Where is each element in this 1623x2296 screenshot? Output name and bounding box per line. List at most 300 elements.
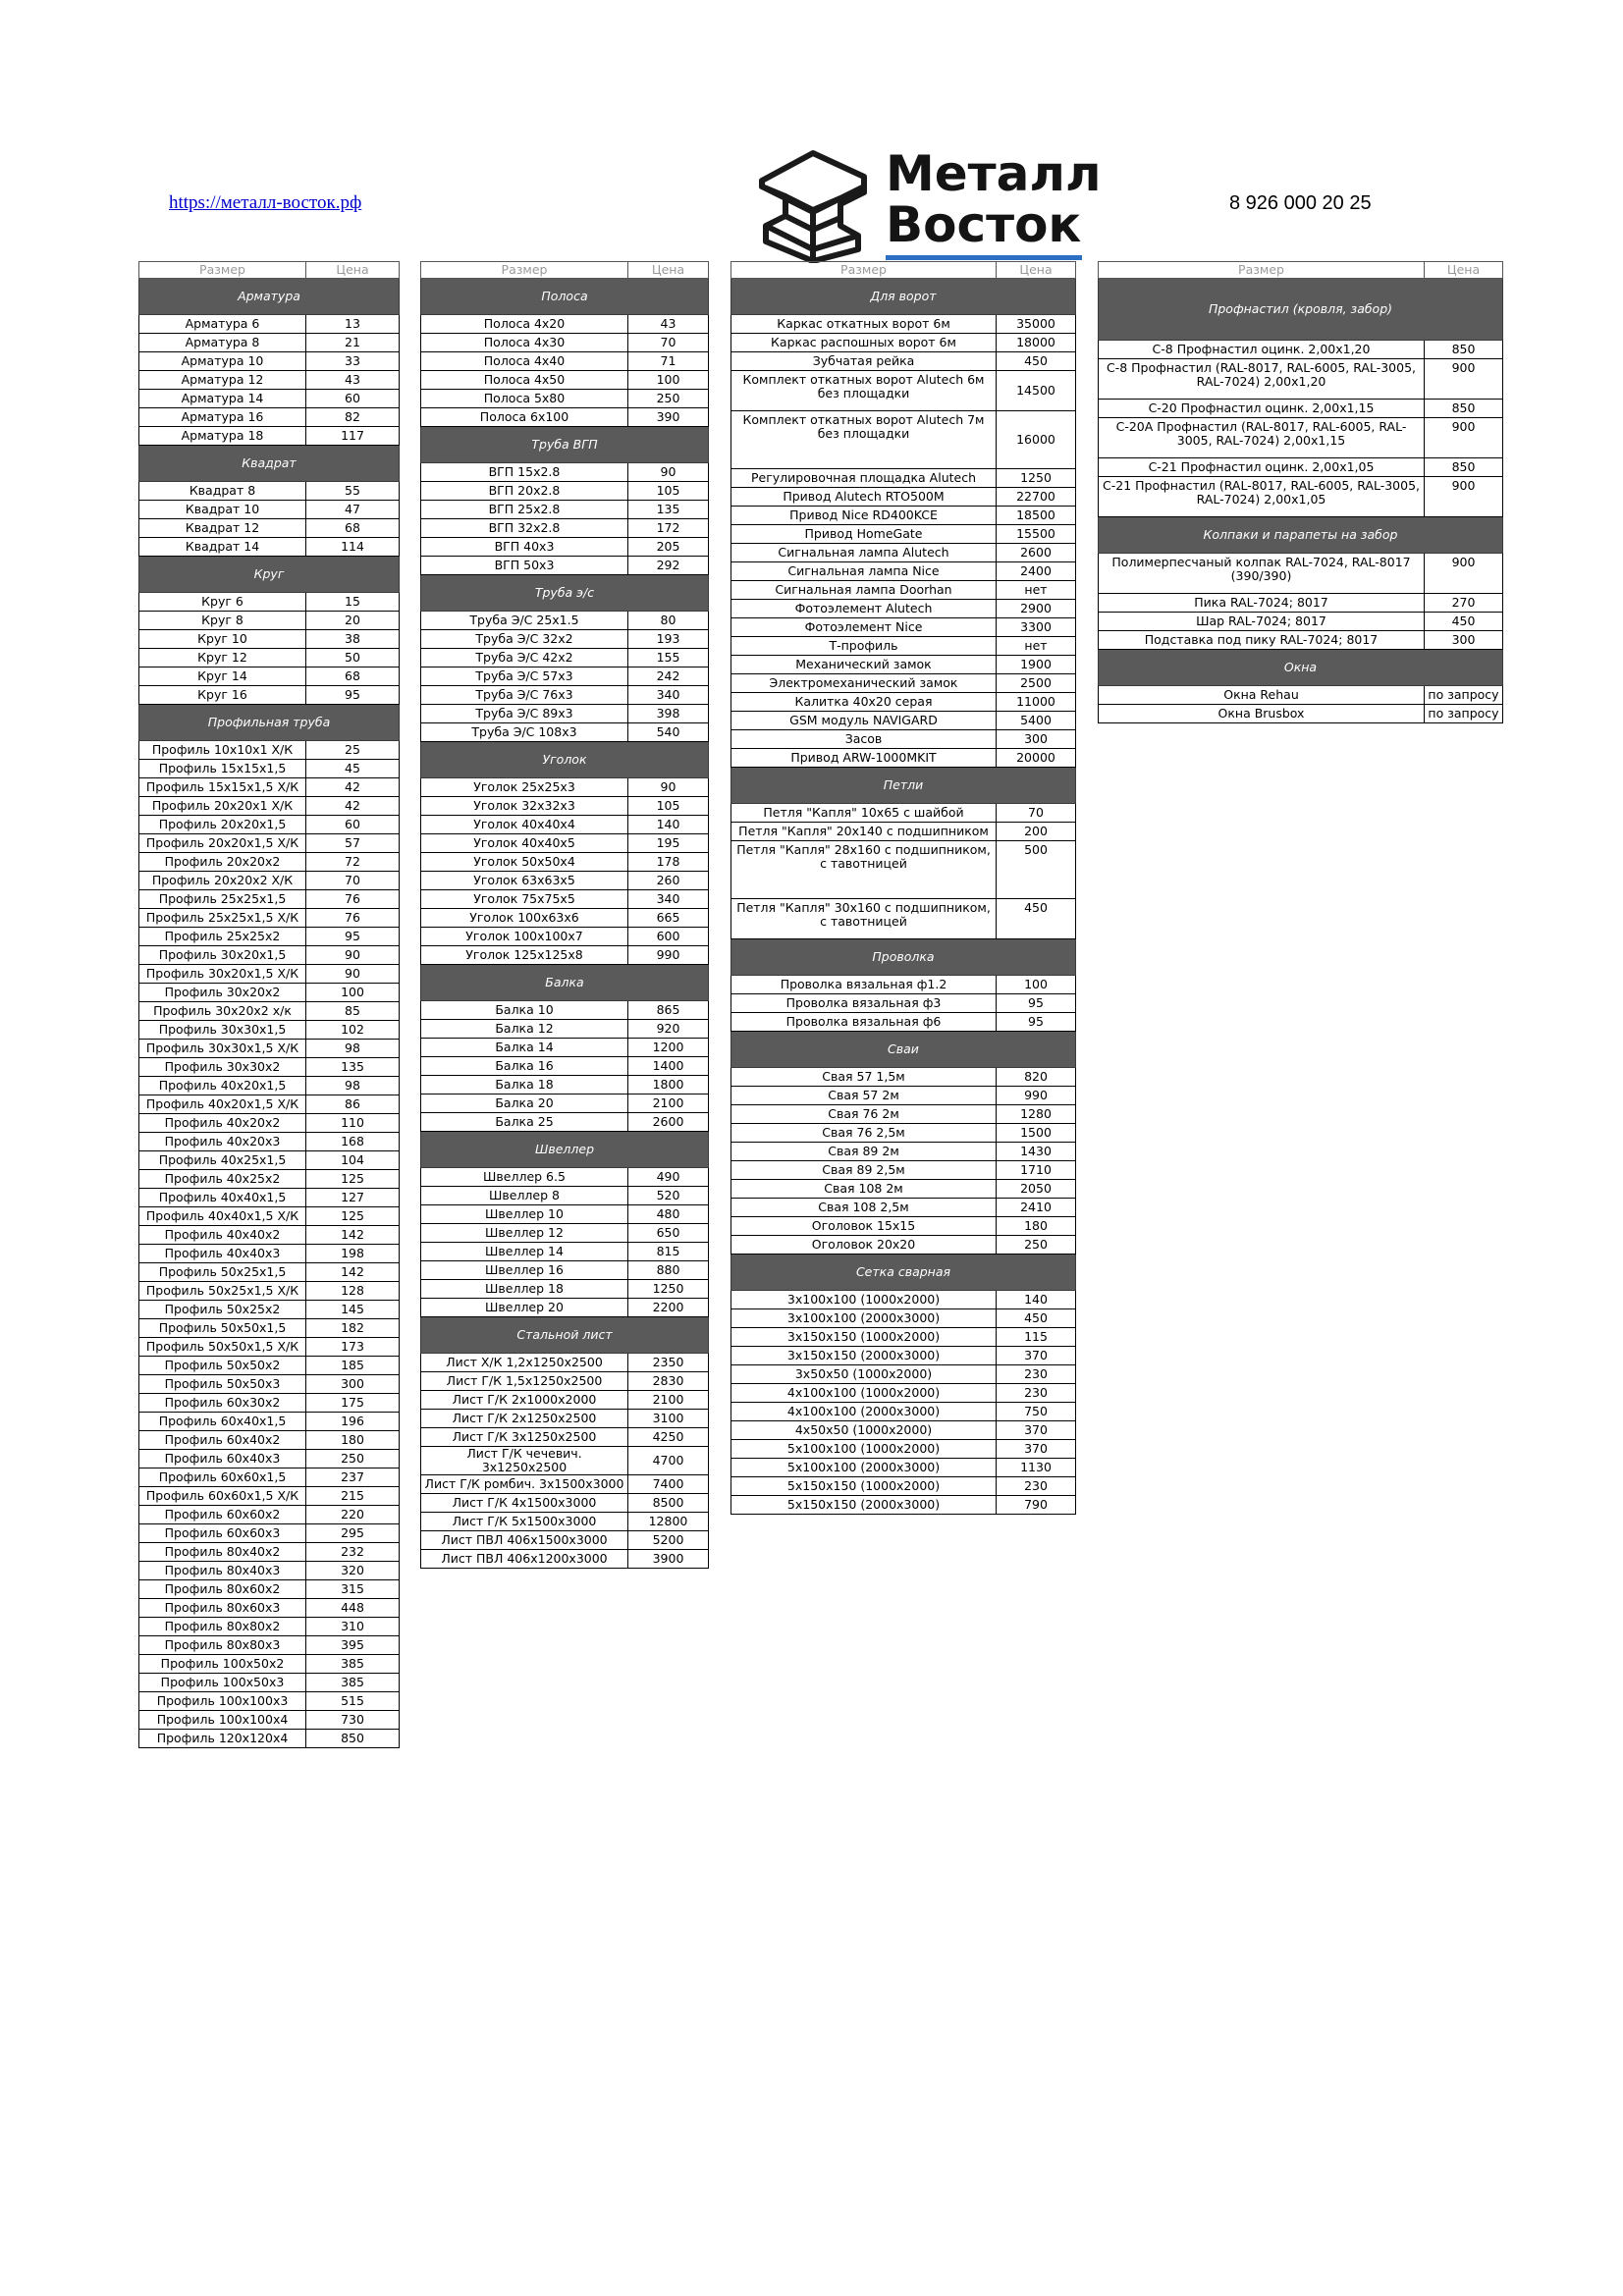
product-name-cell: Лист Г/К чечевич. 3х1250х2500 [421, 1447, 628, 1475]
product-name-cell: 5х150х150 (2000х3000) [731, 1496, 997, 1515]
price-cell: 182 [306, 1319, 400, 1338]
section-header-row [731, 1255, 1076, 1291]
product-name-cell: Комплект откатных ворот Alutech 7м без площадки [731, 411, 997, 469]
price-cell: 115 [997, 1328, 1076, 1347]
product-name-cell: Швеллер 10 [421, 1205, 628, 1224]
product-name-cell: Фотоэлемент Alutech [731, 600, 997, 618]
table-row [421, 1550, 709, 1569]
product-name-cell: 4х50х50 (1000х2000) [731, 1421, 997, 1440]
table-row [731, 841, 1076, 899]
product-name-cell: Профиль 100х100х3 [139, 1692, 306, 1711]
table-row [139, 1524, 400, 1543]
price-cell: 900 [1425, 359, 1503, 400]
table-row [139, 390, 400, 408]
section-title: Уголок [421, 742, 709, 778]
price-cell: 230 [997, 1365, 1076, 1384]
section-title: Стальной лист [421, 1317, 709, 1354]
product-name-cell: Профиль 50х50х1,5 Х/К [139, 1338, 306, 1357]
table-row [731, 581, 1076, 600]
product-name-cell: Уголок 25х25х3 [421, 778, 628, 797]
price-column-1 [138, 261, 400, 1748]
table-row [421, 1494, 709, 1513]
product-name-cell: Свая 89 2м [731, 1143, 997, 1161]
section-title: Полоса [421, 279, 709, 315]
product-name-cell: Профиль 50х50х3 [139, 1375, 306, 1394]
product-name-cell: Профиль 30х30х2 [139, 1058, 306, 1077]
section-header-row [1099, 650, 1503, 686]
site-link[interactable]: https://металл-восток.рф [169, 192, 362, 213]
table-row [421, 853, 709, 872]
product-name-cell: Засов [731, 730, 997, 749]
price-cell: 140 [997, 1291, 1076, 1309]
price-table [1098, 261, 1503, 723]
size-column-header: Размер [731, 262, 997, 279]
price-cell: 13 [306, 315, 400, 334]
table-row [421, 816, 709, 834]
product-name-cell: Свая 57 1,5м [731, 1068, 997, 1087]
product-name-cell: Труба Э/С 89х3 [421, 705, 628, 723]
price-cell: 2100 [628, 1391, 709, 1410]
price-cell: 790 [997, 1496, 1076, 1515]
table-row [731, 352, 1076, 371]
table-row [139, 649, 400, 667]
table-row [421, 1299, 709, 1317]
product-name-cell: Профиль 40х20х1,5 Х/К [139, 1095, 306, 1114]
table-row [139, 1357, 400, 1375]
product-name-cell: Арматура 16 [139, 408, 306, 427]
price-cell: 15 [306, 593, 400, 612]
table-row [731, 1236, 1076, 1255]
table-row [731, 469, 1076, 488]
price-cell: 95 [306, 928, 400, 946]
price-cell: 990 [628, 946, 709, 965]
table-row [139, 501, 400, 519]
table-row [139, 1301, 400, 1319]
price-cell: 86 [306, 1095, 400, 1114]
table-row [139, 1245, 400, 1263]
product-name-cell: Проволка вязальная ф6 [731, 1013, 997, 1032]
table-row [139, 1730, 400, 1748]
table-row [421, 463, 709, 482]
product-name-cell: Регулировочная площадка Alutech [731, 469, 997, 488]
price-cell: 14500 [997, 371, 1076, 411]
price-cell: 1710 [997, 1161, 1076, 1180]
table-row [421, 1001, 709, 1020]
table-row [139, 612, 400, 630]
product-name-cell: Круг 12 [139, 649, 306, 667]
product-name-cell: Профиль 80х80х3 [139, 1636, 306, 1655]
product-name-cell: Свая 108 2,5м [731, 1199, 997, 1217]
table-row [731, 674, 1076, 693]
price-cell: 20000 [997, 749, 1076, 768]
table-row [731, 899, 1076, 939]
table-row [421, 1447, 709, 1475]
section-title: Арматура [139, 279, 400, 315]
table-row [1099, 705, 1503, 723]
logo-text-vostok: Восток [886, 196, 1082, 253]
table-row [421, 612, 709, 630]
table-row [139, 1618, 400, 1636]
section-header-row [1099, 517, 1503, 554]
price-table [730, 261, 1076, 1515]
product-name-cell: Профиль 50х25х1,5 [139, 1263, 306, 1282]
price-cell: 665 [628, 909, 709, 928]
price-cell: 2500 [997, 674, 1076, 693]
table-row [731, 1309, 1076, 1328]
price-cell: 104 [306, 1151, 400, 1170]
price-cell: 1250 [997, 469, 1076, 488]
product-name-cell: Труба Э/С 108х3 [421, 723, 628, 742]
price-cell: 105 [628, 482, 709, 501]
product-name-cell: Круг 14 [139, 667, 306, 686]
price-cell: 105 [628, 797, 709, 816]
product-name-cell: Лист Г/К 5х1500х3000 [421, 1513, 628, 1531]
price-cell: 125 [306, 1170, 400, 1189]
price-cell: 82 [306, 408, 400, 427]
table-row [139, 482, 400, 501]
product-name-cell: Профиль 15х15х1,5 [139, 760, 306, 778]
table-row [1099, 594, 1503, 613]
price-cell: 142 [306, 1226, 400, 1245]
product-name-cell: Уголок 125х125х8 [421, 946, 628, 965]
product-name-cell: 3х100х100 (2000х3000) [731, 1309, 997, 1328]
price-cell: 70 [628, 334, 709, 352]
price-cell: 515 [306, 1692, 400, 1711]
price-cell: 370 [997, 1421, 1076, 1440]
price-cell: 480 [628, 1205, 709, 1224]
table-row [139, 1450, 400, 1468]
table-row [139, 1077, 400, 1095]
price-cell: 2900 [997, 600, 1076, 618]
product-name-cell: Балка 10 [421, 1001, 628, 1020]
table-row [421, 872, 709, 890]
product-name-cell: Свая 108 2м [731, 1180, 997, 1199]
table-row [731, 1459, 1076, 1477]
price-cell: 398 [628, 705, 709, 723]
price-cell: 95 [997, 994, 1076, 1013]
table-row [139, 984, 400, 1002]
table-row [139, 928, 400, 946]
product-name-cell: Зубчатая рейка [731, 352, 997, 371]
logo-text-metall: Металл [886, 145, 1102, 202]
table-row [1099, 418, 1503, 458]
product-name-cell: Т-профиль [731, 637, 997, 656]
table-row [139, 778, 400, 797]
table-row [731, 1291, 1076, 1309]
table-row [421, 1243, 709, 1261]
table-row [139, 1040, 400, 1058]
price-cell: 450 [997, 899, 1076, 939]
table-row [139, 741, 400, 760]
product-name-cell: Уголок 100х63х6 [421, 909, 628, 928]
price-cell: 310 [306, 1618, 400, 1636]
section-header-row [421, 575, 709, 612]
table-row [731, 712, 1076, 730]
table-header-row [1099, 262, 1503, 279]
product-name-cell: Лист Х/К 1,2х1250х2500 [421, 1354, 628, 1372]
price-cell: 395 [306, 1636, 400, 1655]
table-row [139, 797, 400, 816]
section-title: Сетка сварная [731, 1255, 1076, 1291]
price-cell: 2600 [997, 544, 1076, 562]
price-cell: 215 [306, 1487, 400, 1506]
product-name-cell: Петля "Капля" 30х160 с подшипником, с тавотницей [731, 899, 997, 939]
price-cell: 90 [628, 778, 709, 797]
product-name-cell: Лист ПВЛ 406х1200х3000 [421, 1550, 628, 1569]
table-row [421, 909, 709, 928]
product-name-cell: Профиль 30х20х2 [139, 984, 306, 1002]
table-header-row [731, 262, 1076, 279]
table-row [139, 1207, 400, 1226]
product-name-cell: Профиль 40х40х3 [139, 1245, 306, 1263]
product-name-cell: Свая 57 2м [731, 1087, 997, 1105]
table-row [731, 544, 1076, 562]
size-column-header: Размер [139, 262, 306, 279]
product-name-cell: С-21 Профнастил (RAL-8017, RAL-6005, RAL-3005, RAL-7024) 2,00х1,05 [1099, 477, 1425, 517]
table-row [139, 1562, 400, 1580]
product-name-cell: С-20 Профнастил оцинк. 2,00х1,15 [1099, 400, 1425, 418]
price-cell: 2830 [628, 1372, 709, 1391]
table-row [421, 315, 709, 334]
product-name-cell: Профиль 20х20х2 Х/К [139, 872, 306, 890]
table-row [731, 749, 1076, 768]
section-header-row [421, 742, 709, 778]
table-row [1099, 554, 1503, 594]
price-cell: 114 [306, 538, 400, 557]
product-name-cell: Профиль 100х100х4 [139, 1711, 306, 1730]
product-name-cell: Проволка вязальная ф3 [731, 994, 997, 1013]
table-row [139, 352, 400, 371]
price-cell: 300 [306, 1375, 400, 1394]
table-row [731, 1217, 1076, 1236]
table-row [139, 1599, 400, 1618]
price-cell: 55 [306, 482, 400, 501]
price-cell: 250 [628, 390, 709, 408]
price-cell: 185 [306, 1357, 400, 1375]
price-cell: 70 [997, 804, 1076, 823]
price-cell: 21 [306, 334, 400, 352]
price-cell: 1200 [628, 1039, 709, 1057]
table-row [731, 693, 1076, 712]
logo-underline [886, 255, 1082, 260]
product-name-cell: 3х150х150 (1000х2000) [731, 1328, 997, 1347]
table-row [139, 371, 400, 390]
price-cell: по запросу [1425, 686, 1503, 705]
price-cell: 11000 [997, 693, 1076, 712]
price-cell: 3900 [628, 1550, 709, 1569]
product-name-cell: Профиль 40х40х1,5 Х/К [139, 1207, 306, 1226]
product-name-cell: Профиль 60х30х2 [139, 1394, 306, 1413]
product-name-cell: Лист Г/К 4х1500х3000 [421, 1494, 628, 1513]
product-name-cell: Полоса 5х80 [421, 390, 628, 408]
table-row [421, 649, 709, 667]
price-cell: 16000 [997, 411, 1076, 469]
product-name-cell: Профиль 25х25х1,5 [139, 890, 306, 909]
price-cell: 95 [306, 686, 400, 705]
price-cell: 820 [997, 1068, 1076, 1087]
product-name-cell: Труба Э/С 42х2 [421, 649, 628, 667]
product-name-cell: Профиль 40х25х1,5 [139, 1151, 306, 1170]
price-cell: 3300 [997, 618, 1076, 637]
table-row [139, 1468, 400, 1487]
size-column-header: Размер [1099, 262, 1425, 279]
table-row [731, 823, 1076, 841]
table-row [421, 1410, 709, 1428]
table-row [421, 797, 709, 816]
table-row [139, 1170, 400, 1189]
product-name-cell: Арматура 10 [139, 352, 306, 371]
price-cell: 102 [306, 1021, 400, 1040]
table-row [139, 853, 400, 872]
price-cell: 250 [306, 1450, 400, 1468]
price-cell: 15500 [997, 525, 1076, 544]
table-row [421, 1187, 709, 1205]
product-name-cell: 5х100х100 (1000х2000) [731, 1440, 997, 1459]
product-name-cell: Механический замок [731, 656, 997, 674]
product-name-cell: Профиль 60х40х2 [139, 1431, 306, 1450]
table-row [731, 1384, 1076, 1403]
table-row [139, 760, 400, 778]
product-name-cell: Уголок 63х63х5 [421, 872, 628, 890]
price-cell: 50 [306, 649, 400, 667]
table-row [421, 408, 709, 427]
price-cell: 320 [306, 1562, 400, 1580]
price-cell: 370 [997, 1440, 1076, 1459]
price-cell: 198 [306, 1245, 400, 1263]
product-name-cell: С-8 Профнастил (RAL-8017, RAL-6005, RAL-3005, RAL-7024) 2,00х1,20 [1099, 359, 1425, 400]
company-logo [756, 145, 1102, 263]
product-name-cell: Профиль 15х15х1,5 Х/К [139, 778, 306, 797]
table-row [139, 946, 400, 965]
table-row [421, 519, 709, 538]
product-name-cell: Петля "Капля" 10х65 с шайбой [731, 804, 997, 823]
price-cell: 850 [1425, 400, 1503, 418]
price-table [138, 261, 400, 1748]
price-cell: 155 [628, 649, 709, 667]
table-row [421, 1372, 709, 1391]
price-cell: 450 [1425, 613, 1503, 631]
product-name-cell: Электромеханический замок [731, 674, 997, 693]
product-name-cell: Труба Э/С 57х3 [421, 667, 628, 686]
table-row [421, 1039, 709, 1057]
product-name-cell: Свая 76 2м [731, 1105, 997, 1124]
product-name-cell: Привод ARW-1000MKIT [731, 749, 997, 768]
table-row [421, 1513, 709, 1531]
product-name-cell: Каркас распошных ворот 6м [731, 334, 997, 352]
product-name-cell: С-20А Профнастил (RAL-8017, RAL-6005, RAL-3005, RAL-7024) 2,00х1,15 [1099, 418, 1425, 458]
price-cell: 850 [1425, 458, 1503, 477]
price-cell: 68 [306, 519, 400, 538]
product-name-cell: Балка 20 [421, 1095, 628, 1113]
product-name-cell: Балка 25 [421, 1113, 628, 1132]
product-name-cell: Труба Э/С 25х1.5 [421, 612, 628, 630]
table-row [421, 686, 709, 705]
table-row [731, 1421, 1076, 1440]
product-name-cell: Калитка 40х20 серая [731, 693, 997, 712]
price-cell: 450 [997, 352, 1076, 371]
price-cell: 880 [628, 1261, 709, 1280]
product-name-cell: ВГП 25х2.8 [421, 501, 628, 519]
section-title: Колпаки и парапеты на забор [1099, 517, 1503, 554]
product-name-cell: GSM модуль NAVIGARD [731, 712, 997, 730]
price-cell: 180 [306, 1431, 400, 1450]
price-cell: 2100 [628, 1095, 709, 1113]
table-row [421, 482, 709, 501]
table-row [421, 538, 709, 557]
price-cell: 340 [628, 686, 709, 705]
table-row [731, 1365, 1076, 1384]
product-name-cell: С-21 Профнастил оцинк. 2,00х1,05 [1099, 458, 1425, 477]
product-name-cell: Привод Alutech RTO500M [731, 488, 997, 507]
table-row [139, 1674, 400, 1692]
product-name-cell: 3х100х100 (1000х2000) [731, 1291, 997, 1309]
price-cell: 7400 [628, 1475, 709, 1494]
price-cell: 990 [997, 1087, 1076, 1105]
table-row [139, 1711, 400, 1730]
price-cell: по запросу [1425, 705, 1503, 723]
price-cell: 4700 [628, 1447, 709, 1475]
product-name-cell: Круг 16 [139, 686, 306, 705]
table-row [139, 519, 400, 538]
price-cell: 25 [306, 741, 400, 760]
product-name-cell: Профиль 50х50х2 [139, 1357, 306, 1375]
table-row [421, 1391, 709, 1410]
price-cell: 2200 [628, 1299, 709, 1317]
product-name-cell: Профиль 80х60х3 [139, 1599, 306, 1618]
product-name-cell: Шар RAL-7024; 8017 [1099, 613, 1425, 631]
table-row [731, 411, 1076, 469]
price-cell: 315 [306, 1580, 400, 1599]
price-cell: 125 [306, 1207, 400, 1226]
price-cell: 68 [306, 667, 400, 686]
price-cell: 1430 [997, 1143, 1076, 1161]
product-name-cell: Балка 14 [421, 1039, 628, 1057]
product-name-cell: Оголовок 20х20 [731, 1236, 997, 1255]
price-cell: 12800 [628, 1513, 709, 1531]
table-row [731, 976, 1076, 994]
product-name-cell: Профиль 60х60х1,5 [139, 1468, 306, 1487]
product-name-cell: Профиль 25х25х1,5 Х/К [139, 909, 306, 928]
product-name-cell: Оголовок 15х15 [731, 1217, 997, 1236]
table-row [421, 890, 709, 909]
price-cell: 2400 [997, 562, 1076, 581]
product-name-cell: Квадрат 10 [139, 501, 306, 519]
table-row [139, 1487, 400, 1506]
product-name-cell: Профиль 20х20х1 Х/К [139, 797, 306, 816]
table-row [421, 501, 709, 519]
product-name-cell: Профиль 30х20х1,5 [139, 946, 306, 965]
price-cell: 385 [306, 1674, 400, 1692]
table-row [421, 1280, 709, 1299]
price-cell: 18500 [997, 507, 1076, 525]
table-row [421, 1057, 709, 1076]
table-row [421, 705, 709, 723]
table-row [421, 1095, 709, 1113]
price-cell: 750 [997, 1403, 1076, 1421]
price-table [420, 261, 709, 1569]
price-cell: 76 [306, 890, 400, 909]
product-name-cell: Балка 16 [421, 1057, 628, 1076]
size-column-header: Размер [421, 262, 628, 279]
product-name-cell: ВГП 32х2.8 [421, 519, 628, 538]
product-name-cell: Петля "Капля" 20х140 с подшипником [731, 823, 997, 841]
price-cell: 4250 [628, 1428, 709, 1447]
section-header-row [421, 427, 709, 463]
product-name-cell: 5х150х150 (1000х2000) [731, 1477, 997, 1496]
section-header-row [421, 1132, 709, 1168]
product-name-cell: Сигнальная лампа Nice [731, 562, 997, 581]
product-name-cell: Профиль 25х25х2 [139, 928, 306, 946]
